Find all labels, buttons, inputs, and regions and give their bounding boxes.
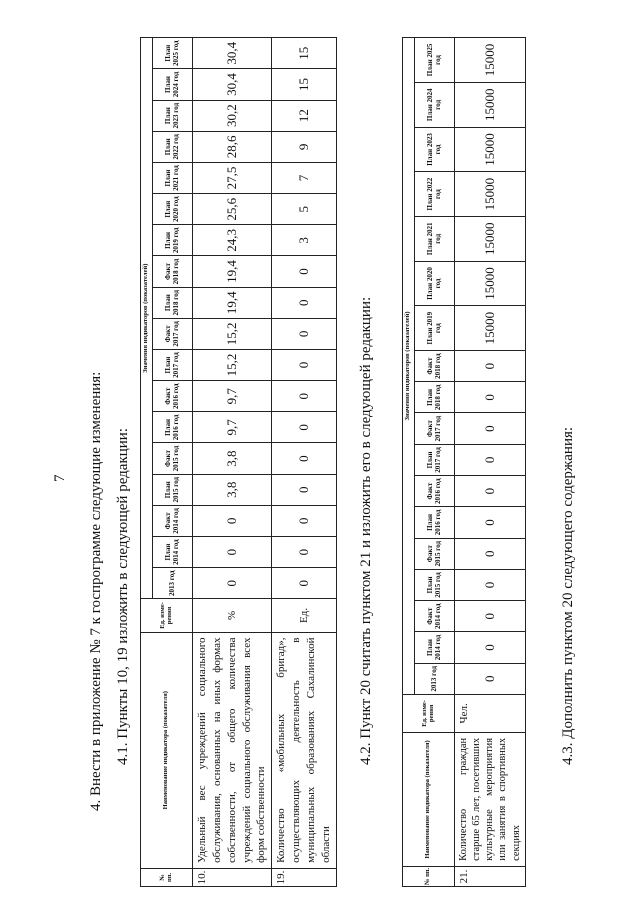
- value-cell: 25,6: [193, 194, 272, 225]
- year-col-header: Факт 2016 год: [153, 381, 193, 412]
- value-cell: 15000: [455, 306, 526, 351]
- year-col-header: План 2016 год: [153, 412, 193, 443]
- value-cell: 0: [272, 474, 336, 505]
- year-col-header: План 2015 год: [153, 474, 193, 505]
- value-cell: 0: [272, 256, 336, 287]
- indicators-table-1: [140, 37, 337, 887]
- year-col-header: План 2018 год: [153, 287, 193, 318]
- year-col-header: План 2014 год: [153, 536, 193, 567]
- year-col-header: План 2018 год: [415, 382, 455, 413]
- page-number: 7: [52, 474, 68, 482]
- year-col-header: План 2021 год: [415, 216, 455, 261]
- value-cell: 15000: [455, 216, 526, 261]
- value-cell: 3: [272, 225, 336, 256]
- year-col-header: План 2023 год: [153, 100, 193, 131]
- paragraph-4-2: 4.2. Пункт 20 считать пунктом 21 и изложить его в следующей редакции:: [358, 296, 374, 765]
- value-cell: 0: [272, 318, 336, 349]
- table-row: [272, 38, 336, 887]
- year-col-header: План 2021 год: [153, 162, 193, 193]
- value-cell: 7: [272, 162, 336, 193]
- year-col-header: План 2024 год: [415, 82, 455, 127]
- value-cell: 24,3: [193, 225, 272, 256]
- header-indicator-values: Значения индикаторов (показателей): [403, 38, 415, 695]
- value-cell: 0: [455, 413, 526, 444]
- year-col-header: План 2017 год: [153, 349, 193, 380]
- value-cell: 30,4: [193, 38, 272, 69]
- year-col-header: План 2014 год: [415, 632, 455, 663]
- value-cell: 15000: [455, 172, 526, 217]
- year-col-header: Факт 2015 год: [415, 538, 455, 569]
- unit-cell: %: [193, 599, 272, 632]
- header-indicator-name: Наименование индикатора (показателя): [403, 732, 455, 866]
- value-cell: 5: [272, 194, 336, 225]
- year-col-header: План 2017 год: [415, 444, 455, 475]
- year-col-header: План 2020 год: [415, 261, 455, 306]
- value-cell: 0: [193, 568, 272, 599]
- year-col-header: План 2024 год: [153, 69, 193, 100]
- row-number: 19.: [272, 868, 336, 886]
- year-col-header: План 2022 год: [153, 131, 193, 162]
- year-col-header: Факт 2015 год: [153, 443, 193, 474]
- value-cell: 15000: [455, 261, 526, 306]
- year-col-header: Факт 2018 год: [153, 256, 193, 287]
- row-number: 10.: [193, 868, 272, 886]
- value-cell: 28,6: [193, 131, 272, 162]
- year-col-header: План 2022 год: [415, 172, 455, 217]
- value-cell: 0: [455, 476, 526, 507]
- indicator-name: Количество граждан старше 65 лет, посетивших культурные мероприятия или занятия в спортивных секциях: [455, 732, 526, 866]
- header-unit: Ед. изме- рения: [141, 599, 193, 632]
- header-indicator-name: Наименование индикатора (показателя): [141, 632, 193, 868]
- value-cell: 9,7: [193, 381, 272, 412]
- value-cell: 0: [455, 663, 526, 694]
- header-number: № пп.: [141, 868, 193, 886]
- indicator-name: Количество «мобильных бригад», осуществляющих деятельность в муниципальных образованиях Сахалинской области: [272, 632, 336, 868]
- value-cell: 19,4: [193, 287, 272, 318]
- value-cell: 15000: [455, 82, 526, 127]
- unit-cell: Ед.: [272, 599, 336, 632]
- value-cell: 0: [193, 536, 272, 567]
- paragraph-4-3: 4.3. Дополнить пунктом 20 следующего содержания:: [560, 426, 576, 765]
- value-cell: 15: [272, 69, 336, 100]
- value-cell: 15: [272, 38, 336, 69]
- value-cell: 0: [272, 505, 336, 536]
- year-col-header: Факт 2014 год: [153, 505, 193, 536]
- value-cell: 15,2: [193, 349, 272, 380]
- year-col-header: План 2015 год: [415, 569, 455, 600]
- year-col-header: 2013 год: [153, 568, 193, 599]
- year-col-header: План 2019 год: [415, 306, 455, 351]
- year-col-header: Факт 2016 год: [415, 476, 455, 507]
- header-indicator-values: Значения индикаторов (показателей): [141, 38, 153, 599]
- value-cell: 0: [455, 538, 526, 569]
- year-col-header: План 2025 год: [415, 38, 455, 83]
- indicator-name: Удельный вес учреждений социального обслуживания, основанных на иных формах собственности, от общего количества учреждений социального обслуживания всех форм собственности: [193, 632, 272, 868]
- value-cell: 3,8: [193, 443, 272, 474]
- value-cell: 0: [455, 382, 526, 413]
- year-col-header: Факт 2014 год: [415, 601, 455, 632]
- paragraph-4-1: 4.1. Пункты 10, 19 изложить в следующей редакции:: [115, 428, 131, 765]
- year-col-header: План 2016 год: [415, 507, 455, 538]
- year-col-header: 2013 год: [415, 663, 455, 694]
- indicators-table-2: [402, 37, 526, 887]
- value-cell: 30,2: [193, 100, 272, 131]
- value-cell: 9: [272, 131, 336, 162]
- value-cell: 0: [272, 287, 336, 318]
- paragraph-4: 4. Внести в приложение № 7 к госпрограмме следующие изменения:: [88, 371, 104, 811]
- header-unit: Ед. изме- рения: [403, 694, 455, 732]
- value-cell: 3,8: [193, 474, 272, 505]
- year-col-header: План 2023 год: [415, 127, 455, 172]
- value-cell: 0: [272, 443, 336, 474]
- value-cell: 0: [272, 381, 336, 412]
- value-cell: 0: [272, 536, 336, 567]
- value-cell: 0: [272, 412, 336, 443]
- value-cell: 0: [455, 350, 526, 381]
- value-cell: 19,4: [193, 256, 272, 287]
- year-col-header: Факт 2017 год: [415, 413, 455, 444]
- value-cell: 0: [193, 505, 272, 536]
- year-col-header: План 2025 год: [153, 38, 193, 69]
- value-cell: 15,2: [193, 318, 272, 349]
- value-cell: 0: [455, 601, 526, 632]
- header-number: № пп.: [403, 866, 455, 886]
- value-cell: 0: [455, 632, 526, 663]
- year-col-header: План 2020 год: [153, 194, 193, 225]
- value-cell: 15000: [455, 127, 526, 172]
- value-cell: 0: [455, 507, 526, 538]
- value-cell: 15000: [455, 38, 526, 83]
- table-row: [193, 38, 272, 887]
- value-cell: 12: [272, 100, 336, 131]
- value-cell: 0: [272, 568, 336, 599]
- value-cell: 9,7: [193, 412, 272, 443]
- value-cell: 27,5: [193, 162, 272, 193]
- row-number: 21.: [455, 866, 526, 886]
- value-cell: 0: [455, 444, 526, 475]
- year-col-header: План 2019 год: [153, 225, 193, 256]
- value-cell: 0: [272, 349, 336, 380]
- year-col-header: Факт 2017 год: [153, 318, 193, 349]
- unit-cell: Чел.: [455, 694, 526, 732]
- value-cell: 30,4: [193, 69, 272, 100]
- year-col-header: Факт 2018 год: [415, 350, 455, 381]
- value-cell: 0: [455, 569, 526, 600]
- table-row: [455, 38, 526, 887]
